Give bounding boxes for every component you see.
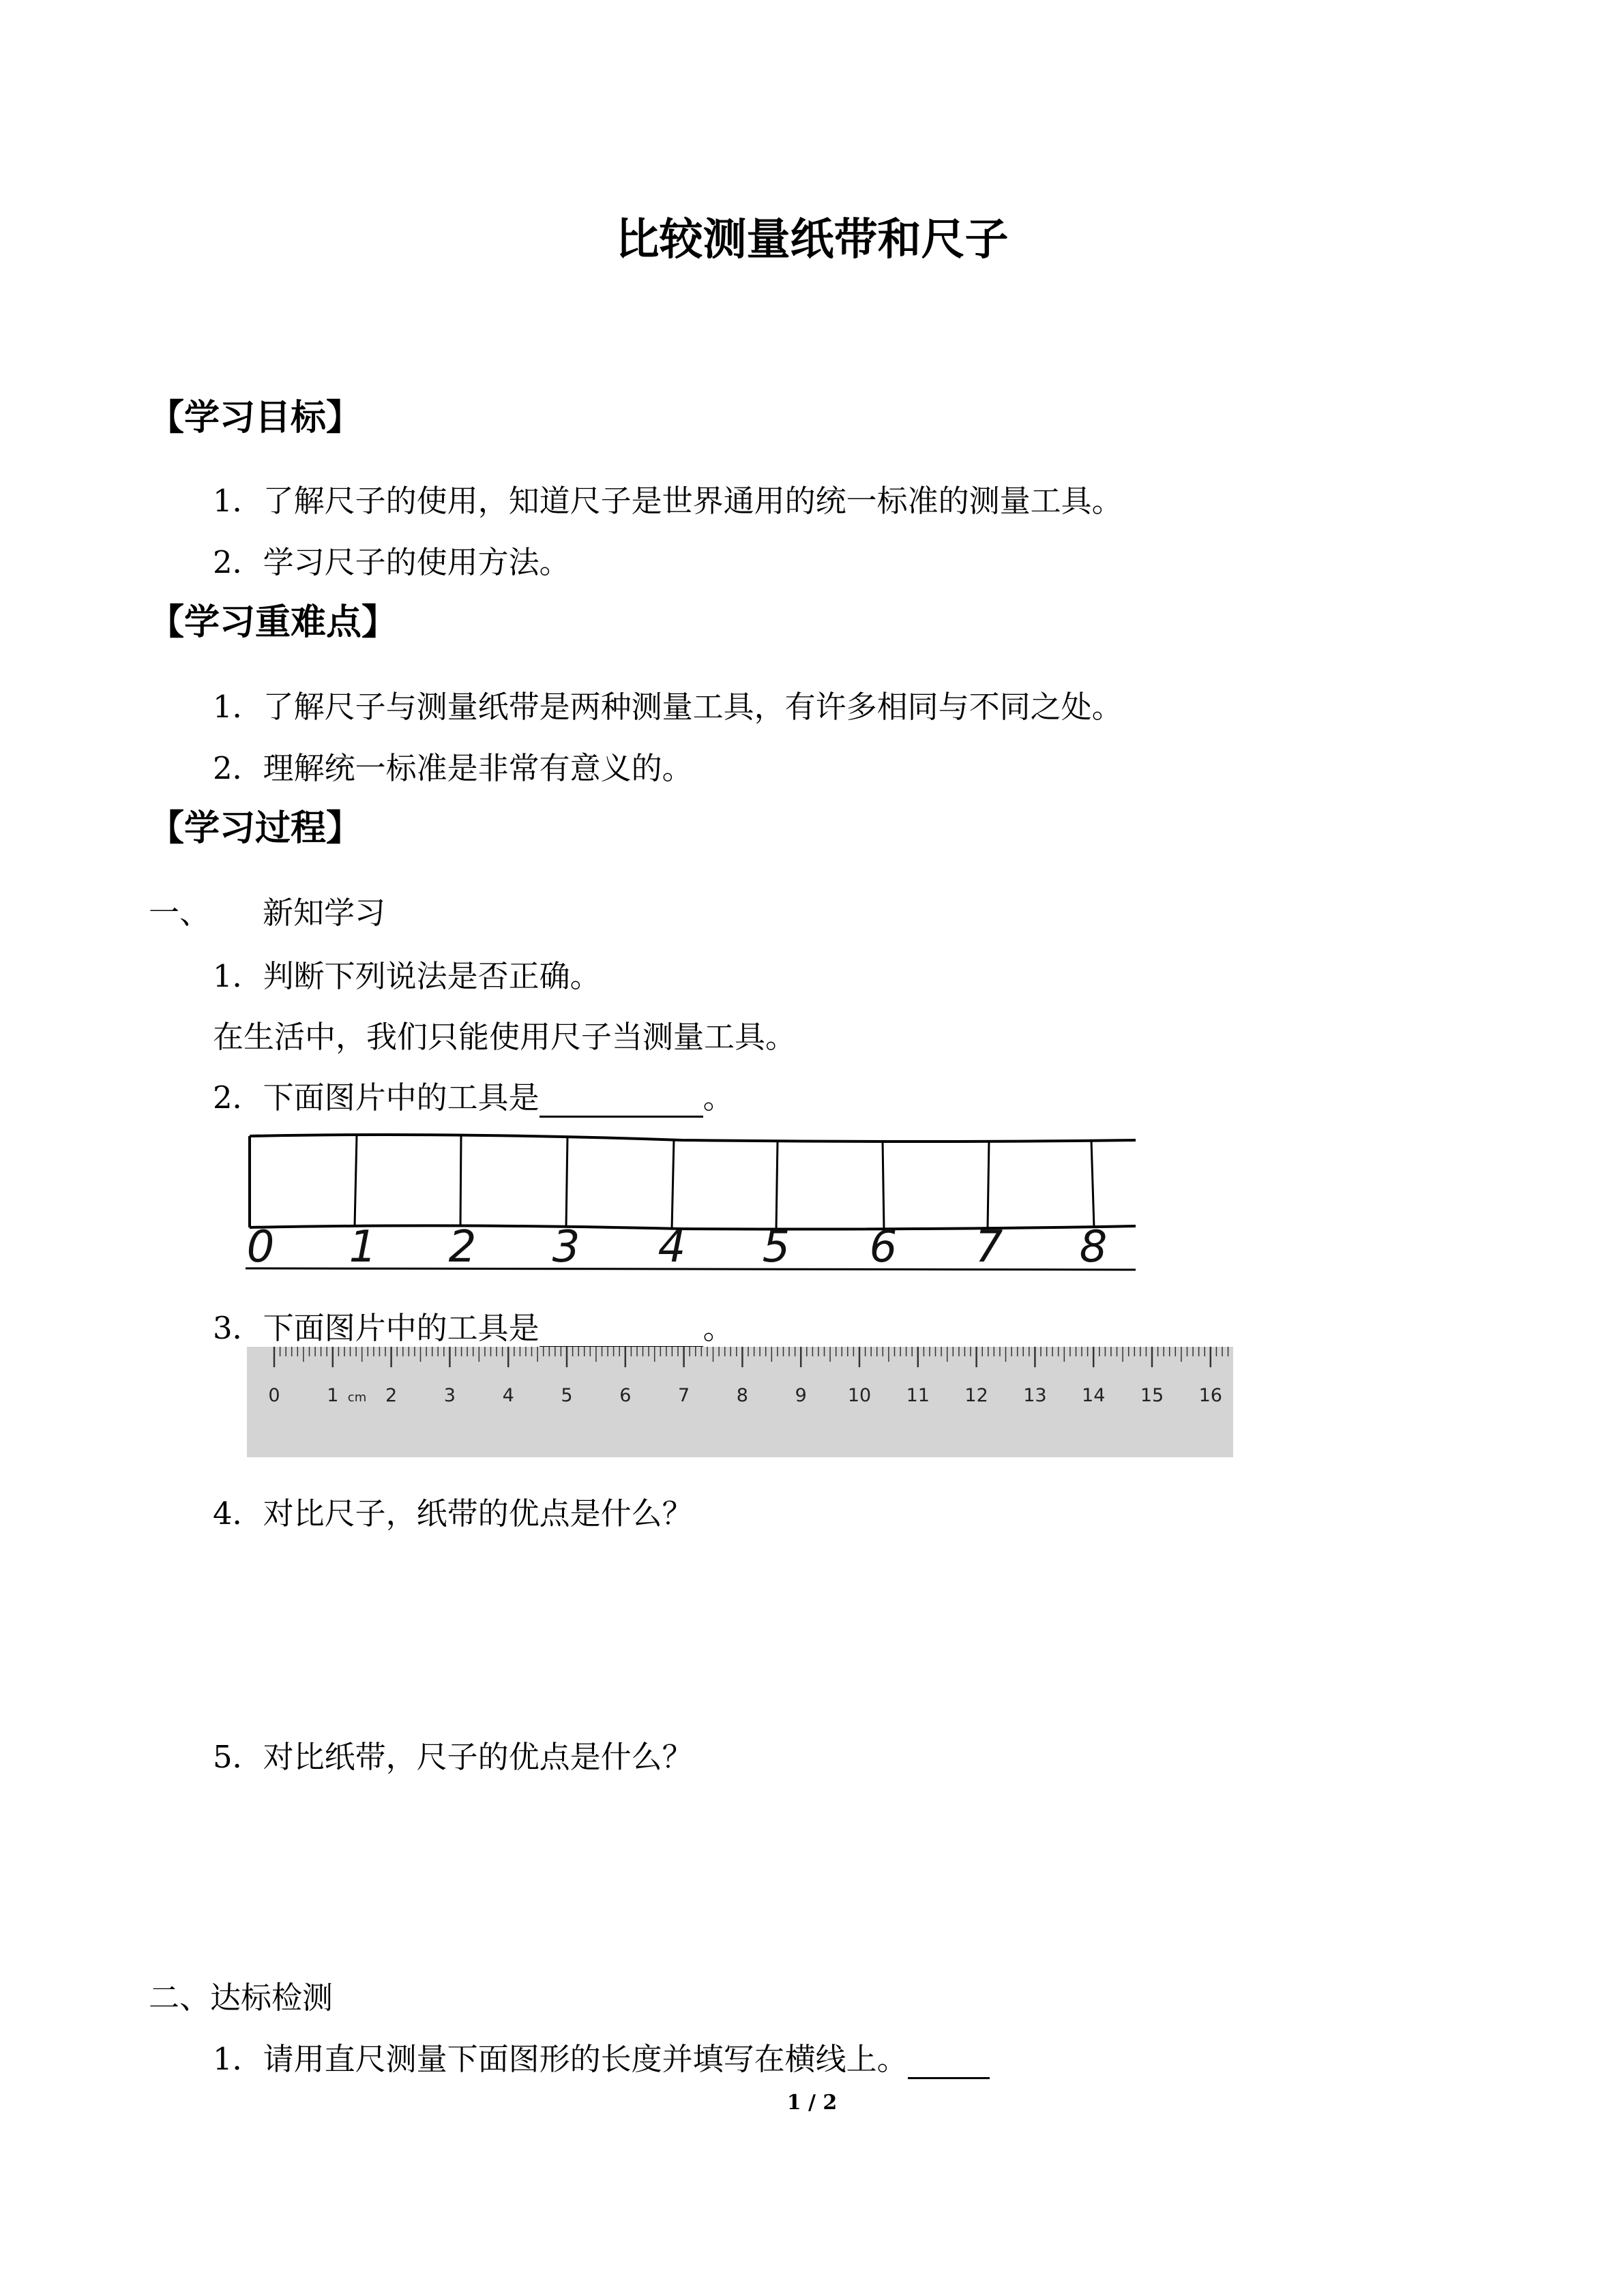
page-title: 比较测量纸带和尺子 [615, 215, 1009, 265]
strip-label-4: 4 [658, 1222, 686, 1272]
question-2-end: 。 [703, 1079, 734, 1116]
key-point-item-2: 2．理解统一标准是非常有意义的。 [213, 750, 693, 786]
strip-label-1: 1 [349, 1222, 377, 1272]
question-3-end: 。 [703, 1310, 734, 1346]
ruler-label-16: 16 [1198, 1385, 1222, 1406]
ruler-label-7: 7 [678, 1385, 690, 1406]
ruler-image [247, 1347, 1233, 1457]
ruler-label-8: 8 [736, 1385, 748, 1406]
ruler-label-11: 11 [906, 1385, 930, 1406]
ruler-label-13: 13 [1023, 1385, 1047, 1406]
part1-number: 一、 [149, 895, 211, 931]
ruler-label-10: 10 [847, 1385, 872, 1406]
key-point-item-1: 1．了解尺子与测量纸带是两种测量工具，有许多相同与不同之处。 [213, 689, 1123, 725]
question-4: 4．对比尺子，纸带的优点是什么？ [213, 1495, 693, 1532]
strip-label-3: 3 [552, 1222, 580, 1272]
ruler-label-12: 12 [964, 1385, 988, 1406]
strip-label-0: 0 [246, 1222, 275, 1272]
answer-blank-2[interactable] [540, 1079, 703, 1118]
ruler-label-5: 5 [561, 1385, 573, 1406]
ruler-label-6: 6 [619, 1385, 632, 1406]
test-question-1-text: 1．请用直尺测量下面图形的长度并填写在横线上。 [213, 2041, 908, 2077]
ruler-label-2: 2 [385, 1385, 398, 1406]
strip-label-7: 7 [975, 1222, 1003, 1272]
strip-label-6: 6 [869, 1222, 898, 1272]
question-2 [213, 1073, 734, 1118]
test-heading: 二、达标检测 [149, 1980, 334, 2016]
strip-label-2: 2 [448, 1222, 477, 1272]
test-question-1 [213, 2034, 990, 2079]
question-3 [213, 1303, 734, 1348]
part1-title: 新知学习 [263, 895, 386, 931]
ruler-label-15: 15 [1140, 1385, 1164, 1406]
strip-label-5: 5 [762, 1222, 791, 1272]
ruler-label-1: 1 [327, 1385, 339, 1406]
question-3-text: 3．下面图片中的工具是 [213, 1310, 540, 1346]
question-1-statement: 在生活中，我们只能使用尺子当测量工具。 [213, 1019, 797, 1055]
strip-label-8: 8 [1079, 1222, 1108, 1272]
ruler-label-9: 9 [795, 1385, 807, 1406]
ruler-label-3: 3 [443, 1385, 456, 1406]
ruler-unit-label: cm [347, 1390, 367, 1405]
ruler-label-14: 14 [1082, 1385, 1106, 1406]
paper-strip-image [246, 1125, 1136, 1275]
objective-item-2: 2．学习尺子的使用方法。 [213, 544, 570, 580]
question-2-text: 2．下面图片中的工具是 [213, 1079, 540, 1116]
question-1: 1．判断下列说法是否正确。 [213, 958, 601, 994]
answer-blank-test-1[interactable] [908, 2041, 990, 2079]
objectives-heading: 【学习目标】 [149, 398, 362, 438]
objective-item-1: 1．了解尺子的使用，知道尺子是世界通用的统一标准的测量工具。 [213, 483, 1123, 519]
key-points-heading: 【学习重难点】 [149, 602, 398, 643]
process-heading: 【学习过程】 [149, 808, 362, 849]
answer-blank-3[interactable] [540, 1310, 703, 1348]
ruler-label-4: 4 [502, 1385, 514, 1406]
ruler-label-0: 0 [268, 1385, 280, 1406]
page-number: 1 / 2 [786, 2091, 838, 2115]
question-5: 5．对比纸带，尺子的优点是什么？ [213, 1739, 693, 1775]
